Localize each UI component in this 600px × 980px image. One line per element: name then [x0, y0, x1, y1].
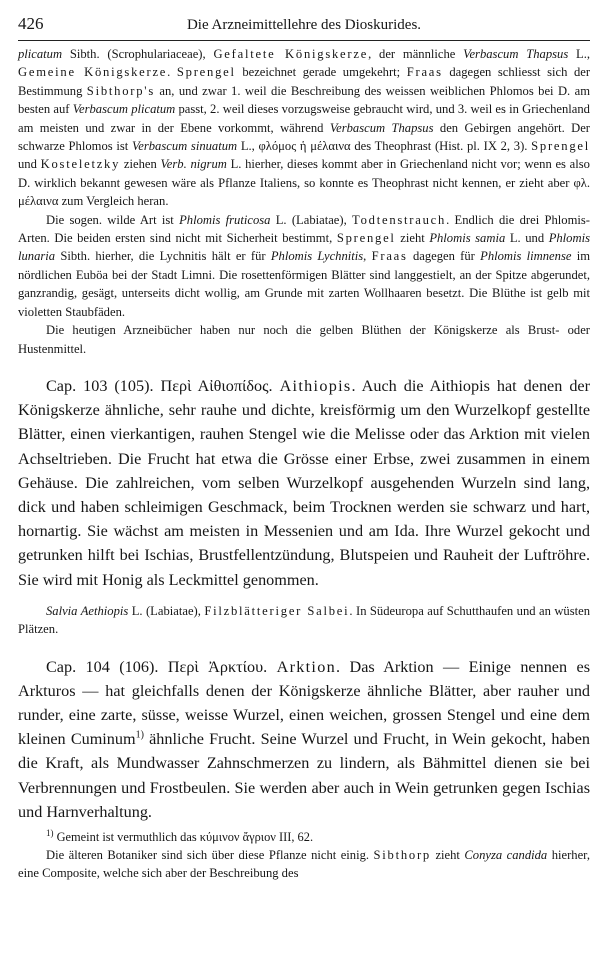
chapter-text: . Auch die Aithiopis hat denen der Königskerze ähnliche, sehr rauhe und dichte, kreisförmig um den Wurzelkopf gestellte Blätter, einen vierkantigen, rauhen Stengel wie die Melisse oder das Arktion mit vielen Achseltrieben. Die Frucht hat etwa die Grösse einer Erbse, zwei zusammen in einem Gehäuse. Die zahlreichen, vom selben Wurzelkopf ausgehenden Wurzeln sind lang, dick und haben schleimigen Geschmack, beim Trocknen werden sie schwarz und hart, hornartig. Sie wächst am meisten in Messenien und am Ida. Ihre Wurzel gekocht und getrunken hilft bei Ischias, Brustfellentzündung, Blutspeien und Rauheit der Luftröhre. Sie wird mit Honig als Leckmittel genommen.	[18, 376, 591, 589]
spacer	[18, 592, 590, 602]
author-name: Sprengel	[531, 139, 591, 154]
greek-title: Περὶ Ἀρκτίου	[167, 657, 264, 676]
footnote-marker: 1)	[46, 827, 54, 838]
chapter-text: ähnliche Frucht. Seine Wurzel und Frucht, in Wein gekocht, haben die Kraft, als Mundwasser Zahnschmerzen zu lindern, als Bähmittel dienen sie bei Verbrennungen und Frostbeulen. Sie werden aber auch in Wein getrunken gegen Ischias und Harnverhaltung.	[18, 730, 590, 821]
commentary-paragraph-3: Die heutigen Arzneibücher haben nur noch die gelben Blüthen der Königskerze als Brust- oder Hustenmittel.	[18, 323, 590, 356]
text-run: im nördlichen Euböa bei der Stadt Limni. Die rosettenförmigen Blätter sind langgestielt, an der Spitze abgerundet, ganzrandig, gesägt, unterseits dicht wollig, am Grunde mit zarten Wollhaaren besetzt. Die Blüthe ist gelb mit violetten Staubfäden.	[18, 249, 590, 319]
text-run: . Endlich die drei Phlomis-Arten. Die beiden ersten sind nicht mit Sicherheit bestimmt,	[18, 212, 590, 246]
author-name: Fraas	[371, 249, 408, 264]
author-name: Kosteletzky	[40, 157, 121, 172]
text-run: Die älteren Botaniker sind sich über diese Pflanze nicht einig.	[46, 847, 374, 862]
species-name: Verbascum plicatum	[72, 102, 176, 117]
author-name: Sprengel	[336, 231, 396, 246]
species-name: Phlomis limnense	[480, 249, 572, 264]
footnote	[18, 828, 590, 846]
text-run: L. (Labiatae),	[270, 212, 352, 227]
text-run: passt, 2. weil dieses vorzugsweise gebraucht wird, und 3. weil es in Griechenland am meisten und zwar in der Ebene vorkommt, während	[18, 102, 590, 135]
text-run: .	[268, 376, 280, 395]
common-name: Todtenstrauch	[352, 212, 447, 227]
chapter-number: Cap. 104 (106).	[46, 657, 168, 676]
text-run: den Gebirgen angehört. Der schwarze Phlomos ist	[18, 120, 590, 154]
text-run: .	[263, 657, 277, 676]
species-name: Verbascum sinuatum	[131, 139, 238, 154]
spacer	[18, 358, 590, 374]
commentary-block-2	[18, 602, 590, 639]
text-run: Sibth. hierher, die Lychnitis hält er für	[55, 249, 271, 264]
chapter-103	[18, 374, 590, 592]
commentary-block-1	[18, 45, 590, 358]
author-name: Fraas	[406, 65, 443, 80]
common-name: Gefaltete Königskerze	[213, 47, 369, 61]
author-name: Sibthorp	[373, 847, 431, 862]
author-name: Sibthorp's	[86, 83, 155, 98]
page-number: 426	[18, 14, 44, 33]
species-name: Verbascum Thapsus	[329, 120, 434, 135]
text-run: L., φλόμος ἡ μέλαινα des Theophrast (Hist. pl. IX 2, 3).	[237, 139, 532, 154]
species-name: Phlomis samia	[429, 231, 506, 246]
footnote-reference: 1)	[135, 729, 144, 741]
commentary-block-3	[18, 846, 590, 883]
common-name: Filzblätteriger Salbei	[204, 603, 350, 618]
text-run: ziehen	[120, 157, 161, 172]
text-run: zieht	[431, 847, 465, 862]
text-run: Die sogen. wilde Art ist	[46, 212, 180, 227]
text-run: dagegen schliesst sich der Bestimmung	[18, 65, 591, 98]
chapter-number: Cap. 103 (105).	[46, 376, 161, 395]
page-header	[18, 14, 590, 41]
spacer	[18, 639, 590, 655]
commentary-paragraph-2	[18, 211, 590, 321]
text-run: und	[18, 157, 41, 172]
text-run: .	[167, 65, 177, 80]
text-run: . In Südeuropa auf Schutthaufen und an wüsten Plätzen.	[18, 603, 590, 637]
text-run: ,	[363, 249, 372, 264]
text-run: bezeichnet gerade umgekehrt;	[235, 65, 407, 80]
text-run: zieht	[395, 231, 430, 246]
text-run: Sibth. (Scrophulariaceae),	[62, 47, 214, 61]
footnote-text: Gemeint ist vermuthlich das κύμινον ἄγριον III, 62.	[53, 829, 314, 844]
species-name: Phlomis lunaria	[18, 231, 590, 264]
chapter-104	[18, 655, 590, 824]
species-name: Phlomis fruticosa	[179, 212, 271, 227]
text-run: L. und	[505, 231, 549, 246]
commentary-paragraph-1	[18, 45, 590, 211]
text-run: L.,	[568, 47, 591, 61]
chapter-title: Arktion	[276, 657, 337, 676]
text-run: dagegen für	[407, 249, 481, 264]
text-run: , der männliche	[368, 47, 464, 61]
text-run: an, und zwar 1. weil die Beschreibung des weissen weiblichen Phlomos bei D. am besten auf	[18, 83, 590, 117]
common-name: Gemeine Königskerze	[18, 65, 168, 80]
author-name: Sprengel	[176, 65, 236, 80]
chapter-title: Aithiopis	[279, 376, 352, 395]
text-run: hierher, eine Composite, welche sich aber der Beschreibung des	[18, 847, 590, 881]
species-name: Salvia Aethiopis	[46, 603, 129, 618]
species-name: Verb. nigrum	[160, 157, 227, 172]
species-name: plicatum	[18, 47, 63, 61]
species-name: Phlomis Lychnitis	[270, 249, 364, 264]
text-run: L. hierher, dieses kommt aber in Griechenland nicht vor; wenn es also D. wirklich bekannt gewesen wäre als Pflanze Italiens, so konnte es Theophrast nicht kennen, er zieht aber φλ. μέλαινα zum Vergleich heran.	[18, 157, 590, 209]
greek-title: Περὶ Αἰθιοπίδος	[160, 376, 269, 395]
species-name: Conyza candida	[464, 847, 548, 862]
running-title: Die Arzneimittellehre des Dioskurides.	[186, 17, 422, 33]
species-name: Verbascum Thapsus	[463, 47, 569, 61]
chapter-text: . Das Arktion — Einige nennen es Arkturos — hat gleichfalls denen der Königskerze ähnliche Blätter, aber rauher und runder, eine zarte, süsse, weisse Wurzel, einen weichen, grossen Stengel und eine dem kleinen Cuminum	[18, 657, 590, 749]
text-run: L. (Labiatae),	[128, 603, 205, 618]
